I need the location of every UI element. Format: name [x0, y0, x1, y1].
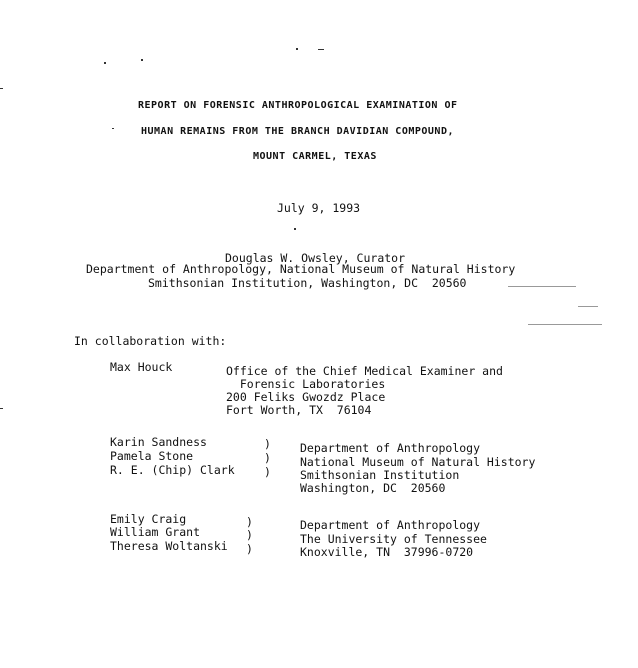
affiliation-line: 200 Feliks Gwozdz Place — [226, 390, 386, 404]
scan-speck — [296, 48, 298, 50]
report-title-line-3: MOUNT CARMEL, TEXAS — [253, 151, 377, 162]
affiliation-line: Washington, DC 20560 — [300, 481, 446, 495]
affiliation-line: The University of Tennessee — [300, 532, 487, 546]
affiliation-line: National Museum of Natural History — [300, 455, 536, 469]
collaboration-heading: In collaboration with: — [74, 334, 227, 348]
bracket-mark: ) — [264, 465, 271, 479]
collaborator-name: Pamela Stone — [110, 449, 194, 463]
scan-speck — [294, 228, 296, 230]
scan-speck — [318, 49, 324, 50]
scan-speck — [528, 324, 602, 325]
bracket-mark: ) — [246, 528, 253, 542]
scan-speck — [0, 408, 3, 409]
collaborator-name: Max Houck — [110, 360, 173, 374]
scan-speck — [104, 62, 106, 64]
scan-speck — [578, 306, 598, 307]
scan-speck — [141, 59, 143, 61]
collaborator-name: Emily Craig — [110, 512, 187, 526]
collaborator-name: R. E. (Chip) Clark — [110, 463, 235, 477]
collaborator-name: Karin Sandness — [110, 435, 207, 449]
affiliation-line: Forensic Laboratories — [226, 377, 386, 391]
report-title-line-2: HUMAN REMAINS FROM THE BRANCH DAVIDIAN COMPOUND, — [141, 126, 454, 137]
report-title-line-1: REPORT ON FORENSIC ANTHROPOLOGICAL EXAMINATION OF — [138, 100, 458, 111]
scan-speck — [508, 286, 576, 287]
affiliation-line: Fort Worth, TX 76104 — [226, 403, 372, 417]
scan-speck — [0, 88, 3, 89]
affiliation-line: Office of the Chief Medical Examiner and — [226, 364, 503, 378]
affiliation-line: Department of Anthropology — [300, 441, 481, 455]
report-date: July 9, 1993 — [277, 201, 361, 215]
affiliation-line: Smithsonian Institution — [300, 468, 460, 482]
affiliation-line: Department of Anthropology — [300, 518, 481, 532]
scan-speck — [112, 128, 114, 129]
author-name: Douglas W. Owsley, Curator — [225, 251, 406, 265]
affiliation-line: Knoxville, TN 37996-0720 — [300, 545, 474, 559]
collaborator-name: Theresa Woltanski — [110, 539, 228, 553]
bracket-mark: ) — [246, 542, 253, 556]
bracket-mark: ) — [264, 451, 271, 465]
bracket-mark: ) — [264, 437, 271, 451]
collaborator-name: William Grant — [110, 525, 201, 539]
author-department: Department of Anthropology, National Museum of Natural History — [86, 262, 516, 276]
bracket-mark: ) — [246, 515, 253, 529]
author-institution: Smithsonian Institution, Washington, DC 20560 — [148, 276, 467, 290]
